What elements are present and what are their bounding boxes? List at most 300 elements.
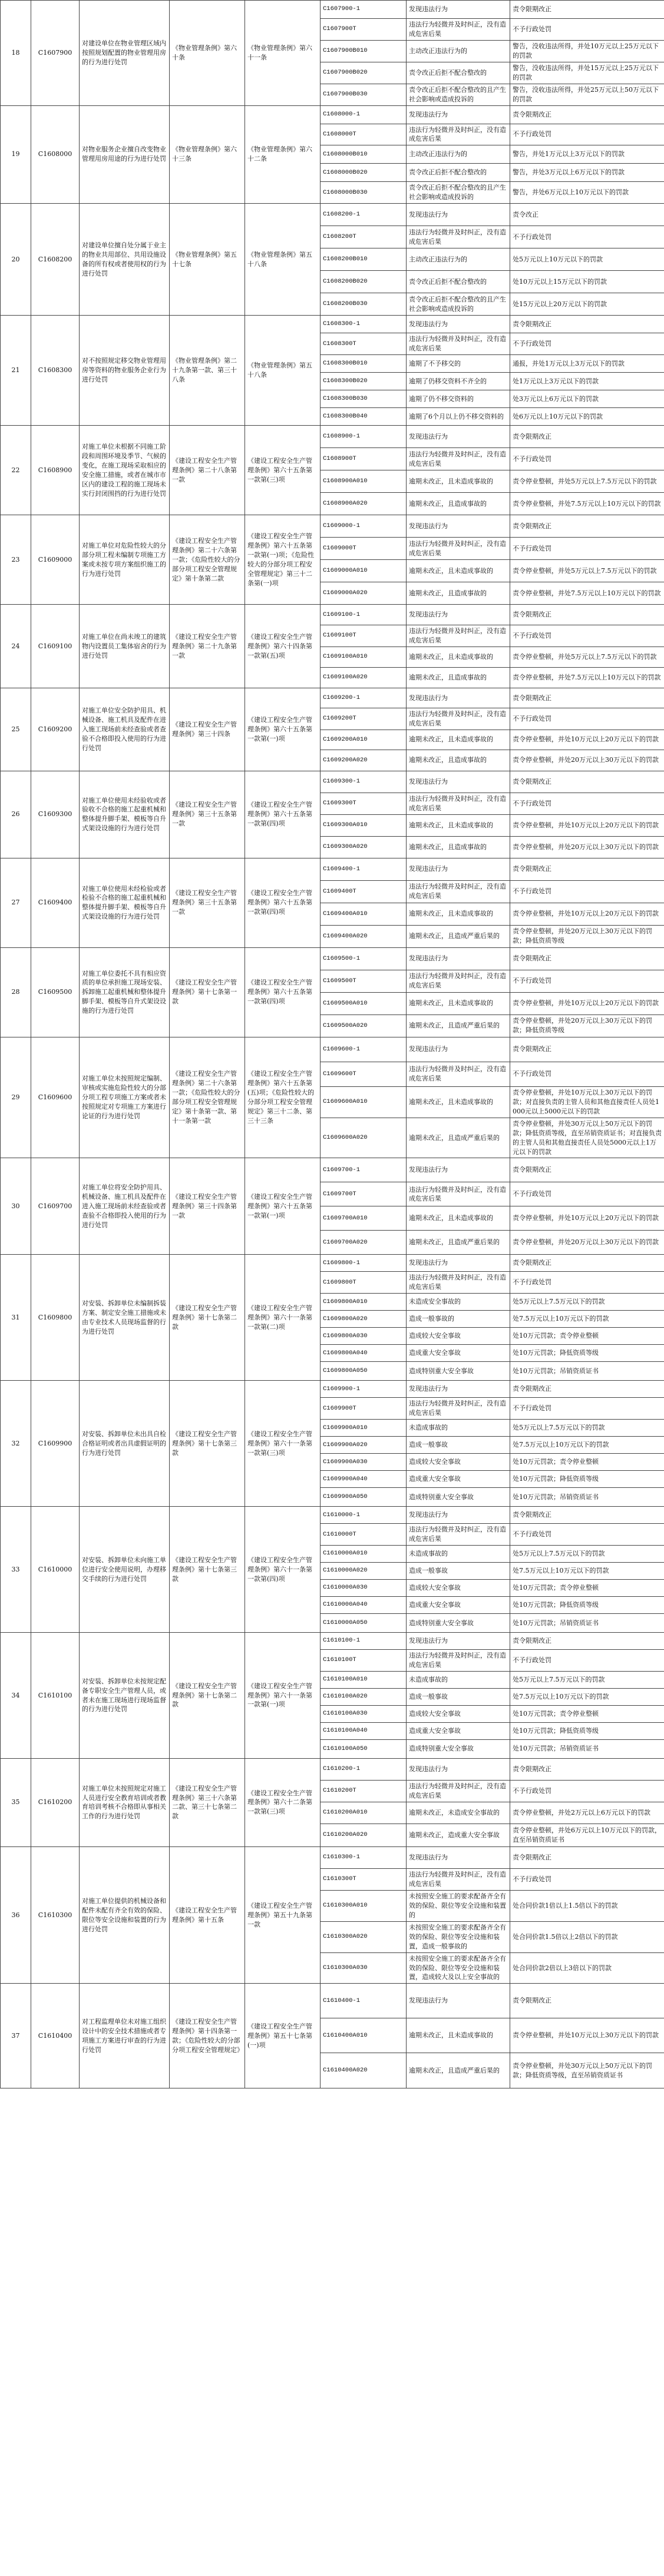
circumstance-description: 造成特别重大安全事故	[407, 1488, 510, 1507]
legal-basis-penalty: 《建设工程安全生产管理条例》第六十五条第一款第(四)项	[245, 858, 321, 947]
sub-item-code: C1609900-1	[321, 1381, 407, 1398]
sub-item-code: C1609700A020	[321, 1231, 407, 1255]
circumstance-description: 逾期未改正，且未造成事故的	[407, 2018, 510, 2053]
circumstance-description: 造成较大安全事故	[407, 1454, 510, 1471]
circumstance-description: 违法行为轻微并及时纠正，没有造成危害后果	[407, 1182, 510, 1206]
circumstance-description: 发现违法行为	[407, 1633, 510, 1650]
penalty-standard: 不予行政处罚	[510, 333, 664, 355]
circumstance-description: 发现违法行为	[407, 1158, 510, 1182]
legal-basis-obligation: 《建设工程安全生产管理条例》第二十六条第一款；《危险性较大的分部分项工程安全管理规定》第十条第一款、第十一条第一款	[170, 1037, 245, 1158]
circumstance-description: 违法行为轻微并及时纠正，没有造成危害后果	[407, 1272, 510, 1294]
violation-description: 对施工单位未按照规定对施工人员进行安全教育培训或者教育培训考核不合格即从事相关工作的行为进行处罚	[80, 1758, 170, 1846]
circumstance-description: 主动改正违法行为的	[407, 248, 510, 271]
penalty-standard: 责令停业整顿，并处10万元以上20万元以下的罚款	[510, 903, 664, 925]
sub-item-code: C1609200-1	[321, 688, 407, 708]
penalty-standard: 责令停业整顿，并处7.5万元以上10万元以下的罚款	[510, 668, 664, 688]
circumstance-description: 主动改正违法行为的	[407, 40, 510, 62]
circumstance-description: 违法行为轻微并及时纠正，没有造成危害后果	[407, 1398, 510, 1420]
penalty-standard: 不予行政处罚	[510, 1780, 664, 1802]
item-code: C1609900	[31, 1381, 80, 1507]
circumstance-description: 违法行为轻微并及时纠正，没有造成危害后果	[407, 793, 510, 814]
circumstance-description: 发现违法行为	[407, 515, 510, 538]
penalty-standard: 不予行政处罚	[510, 124, 664, 145]
penalty-standard: 不予行政处罚	[510, 793, 664, 814]
legal-basis-penalty: 《建设工程安全生产管理条例》第五十九条第一款	[245, 1846, 321, 1983]
circumstance-description: 逾期未改正，且造成严重后果的	[407, 1118, 510, 1158]
circumstance-description: 主动改正违法行为的	[407, 145, 510, 164]
legal-basis-obligation: 《建设工程安全生产管理条例》第十七条第三款	[170, 1381, 245, 1507]
penalty-standard: 责令限期改正	[510, 1846, 664, 1868]
legal-basis-obligation: 《建设工程安全生产管理条例》第十七条第二款	[170, 1255, 245, 1381]
item-number: 36	[1, 1846, 31, 1983]
circumstance-description: 违法行为轻微并及时纠正，没有造成危害后果	[407, 708, 510, 730]
sub-item-code: C1609500A010	[321, 992, 407, 1015]
sub-item-code: C1608200B010	[321, 248, 407, 271]
violation-description: 对安装、拆卸单位未编制拆装方案、制定安全施工措施或未由专业技术人员现场监督的行为进行处罚	[80, 1255, 170, 1381]
circumstance-description: 造成较大安全事故	[407, 1705, 510, 1722]
sub-item-code: C1609300T	[321, 793, 407, 814]
item-number: 25	[1, 688, 31, 771]
sub-item-code: C1609900A040	[321, 1471, 407, 1488]
legal-basis-penalty: 《物业管理条例》第六十一条	[245, 1, 321, 106]
item-code: C1610000	[31, 1507, 80, 1633]
circumstance-description: 逾期未改正，且造成事故的	[407, 750, 510, 771]
legal-basis-penalty: 《物业管理条例》第五十八条	[245, 316, 321, 426]
circumstance-description: 责令改正后拒不配合整改的	[407, 164, 510, 182]
legal-basis-penalty: 《建设工程安全生产管理条例》第六十二条第一款第(三)项	[245, 1758, 321, 1846]
penalty-standard: 不予行政处罚	[510, 708, 664, 730]
legal-basis-penalty: 《建设工程安全生产管理条例》第六十五条第一款第(一)项	[245, 688, 321, 771]
legal-basis-obligation: 《建设工程安全生产管理条例》第三十五条第一款	[170, 858, 245, 947]
penalty-standard: 责令停业整顿，并处10万元以上20万元以下的罚款	[510, 814, 664, 836]
circumstance-description: 违法行为轻微并及时纠正，没有造成危害后果	[407, 1868, 510, 1890]
legal-basis-penalty: 《建设工程安全生产管理条例》第五十七条第(一)项	[245, 1984, 321, 2088]
circumstance-description: 责令改正后拒不配合整改的且产生社会影响或造成投诉的	[407, 293, 510, 316]
sub-item-code: C1609800A040	[321, 1345, 407, 1362]
circumstance-description: 责令改正后拒不配合整改的	[407, 271, 510, 293]
sub-item-code: C1610300A010	[321, 1890, 407, 1921]
sub-item-code: C1608900A020	[321, 493, 407, 515]
penalty-standard: 责令限期改正	[510, 858, 664, 880]
sub-item-code: C1608000-1	[321, 105, 407, 124]
penalty-standard: 处合同价款2倍以上3倍以下的罚款	[510, 1952, 664, 1984]
sub-item-code: C1607900B010	[321, 40, 407, 62]
circumstance-description: 造成一般事故的	[407, 1311, 510, 1328]
sub-item-code: C1608000B010	[321, 145, 407, 164]
sub-item-code: C1609300A020	[321, 836, 407, 858]
circumstance-description: 违法行为轻微并及时纠正，没有造成危害后果	[407, 880, 510, 903]
item-code: C1609500	[31, 947, 80, 1037]
penalty-standard: 警告，没收违法所得，并处10万元以上25万元以下的罚款	[510, 40, 664, 62]
circumstance-description: 逾期未改正，且造成严重后果的	[407, 1231, 510, 1255]
penalty-standard: 不予行政处罚	[510, 448, 664, 470]
circumstance-description: 造成特别重大安全事故	[407, 1614, 510, 1633]
penalty-standard: 不予行政处罚	[510, 1524, 664, 1546]
sub-item-code: C1610100T	[321, 1650, 407, 1672]
sub-item-code: C1609800-1	[321, 1255, 407, 1272]
penalty-standard: 处10万元罚款；责令停业整顿	[510, 1328, 664, 1345]
sub-item-code: C1608200-1	[321, 204, 407, 226]
sub-item-code: C1609100A010	[321, 647, 407, 668]
penalty-standard: 责令停业整顿，并处5万元以上7.5万元以下的罚款	[510, 470, 664, 493]
penalty-standard: 处7.5万元以上10万元以下的罚款	[510, 1563, 664, 1580]
penalty-standard: 不予行政处罚	[510, 1272, 664, 1294]
sub-item-code: C1610000A020	[321, 1563, 407, 1580]
circumstance-description: 造成特别重大安全事故	[407, 1739, 510, 1758]
penalty-standard: 通报，并处1万元以上3万元以下的罚款	[510, 355, 664, 373]
sub-item-code: C1608300-1	[321, 316, 407, 333]
circumstance-description: 造成一般事故	[407, 1563, 510, 1580]
table-row	[1, 1633, 664, 1650]
circumstance-description: 逾期未改正，且造成事故的	[407, 836, 510, 858]
penalty-standard: 责令停业整顿，并处10万元以上30万元以下的罚款；对直接负责的主管人员和其他直接责任人员处1000元以上5000元以下的罚款	[510, 1086, 664, 1118]
item-code: C1609700	[31, 1158, 80, 1255]
sub-item-code: C1610100A020	[321, 1688, 407, 1705]
penalty-standard: 责令停业整顿，并处6万元以上10万元以下的罚款，直至吊销资质证书	[510, 1824, 664, 1846]
table-row	[1, 858, 664, 880]
sub-item-code: C1609600A010	[321, 1086, 407, 1118]
sub-item-code: C1609500-1	[321, 947, 407, 970]
penalty-standard: 不予行政处罚	[510, 1868, 664, 1890]
legal-basis-penalty: 《建设工程安全生产管理条例》第六十一条第一款第(二)项	[245, 1255, 321, 1381]
circumstance-description: 发现违法行为	[407, 1984, 510, 2018]
legal-basis-obligation: 《建设工程安全生产管理条例》第十四条第一款；《危险性较大的分部分项工程安全管理规定》	[170, 1984, 245, 2088]
penalty-standard: 责令限期改正	[510, 1507, 664, 1524]
item-number: 33	[1, 1507, 31, 1633]
circumstance-description: 逾期了仍不移交资料的	[407, 390, 510, 408]
legal-basis-obligation: 《建设工程安全生产管理条例》第三十四条	[170, 688, 245, 771]
sub-item-code: C1608000T	[321, 124, 407, 145]
circumstance-description: 违法行为轻微并及时纠正，没有造成危害后果	[407, 19, 510, 41]
circumstance-description: 发现违法行为	[407, 1037, 510, 1062]
violation-description: 对施工单位安全防护用具、机械设备、施工机具及配件在进入施工现场前未经查验或者查验不合格即投入使用的行为进行处罚	[80, 688, 170, 771]
circumstance-description: 违法行为轻微并及时纠正，没有造成危害后果	[407, 333, 510, 355]
circumstance-description: 逾期未改正，造成重大安全事故	[407, 1824, 510, 1846]
legal-basis-penalty: 《建设工程安全生产管理条例》第六十一条第一款第(三)项	[245, 1381, 321, 1507]
circumstance-description: 责令改正后拒不配合整改的且产生社会影响或造成投诉的	[407, 182, 510, 204]
legal-basis-obligation: 《物业管理条例》第二十九条第一款、第三十八条	[170, 316, 245, 426]
sub-item-code: C1610300T	[321, 1868, 407, 1890]
table-row	[1, 1255, 664, 1272]
sub-item-code: C1608300B030	[321, 390, 407, 408]
legal-basis-penalty: 《建设工程安全生产管理条例》第六十五条第一款第(一)项	[245, 1158, 321, 1255]
penalty-standard: 处10万元罚款；吊销资质证书	[510, 1362, 664, 1381]
circumstance-description: 发现违法行为	[407, 1, 510, 19]
penalty-standard: 责令限期改正	[510, 1984, 664, 2018]
penalty-standard: 警告，没收违法所得，并处25万元以上50万元以下的罚款	[510, 84, 664, 105]
penalty-standard: 责令限期改正	[510, 1158, 664, 1182]
circumstance-description: 造成重大安全事故	[407, 1345, 510, 1362]
penalty-standard: 处5万元以上7.5万元以下的罚款	[510, 1671, 664, 1688]
circumstance-description: 违法行为轻微并及时纠正，没有造成危害后果	[407, 1524, 510, 1546]
sub-item-code: C1610100A030	[321, 1705, 407, 1722]
sub-item-code: C1609500A020	[321, 1015, 407, 1037]
item-number: 32	[1, 1381, 31, 1507]
violation-description: 对物业服务企业擅自改变物业管理用房用途的行为进行处罚	[80, 105, 170, 204]
penalty-standard: 处7.5万元以上10万元以下的罚款	[510, 1688, 664, 1705]
circumstance-description: 逾期未改正，且造成事故的	[407, 582, 510, 605]
circumstance-description: 违法行为轻微并及时纠正，没有造成危害后果	[407, 1062, 510, 1086]
sub-item-code: C1609700A010	[321, 1206, 407, 1231]
circumstance-description: 未造成事故的	[407, 1546, 510, 1563]
sub-item-code: C1610000-1	[321, 1507, 407, 1524]
penalty-standard: 不予行政处罚	[510, 19, 664, 41]
legal-basis-obligation: 《物业管理条例》第六十三条	[170, 105, 245, 204]
sub-item-code: C1610400A020	[321, 2053, 407, 2088]
item-code: C1610300	[31, 1846, 80, 1983]
penalty-standard: 处10万元罚款；降低资质等级	[510, 1597, 664, 1614]
violation-description: 对安装、拆卸单位未按规定配备专职安全生产管理人员，或者未在施工现场进行现场监督的行为进行处罚	[80, 1633, 170, 1759]
circumstance-description: 违法行为轻微并及时纠正，没有造成危害后果	[407, 1780, 510, 1802]
circumstance-description: 违法行为轻微并及时纠正，没有造成危害后果	[407, 124, 510, 145]
legal-basis-penalty: 《建设工程安全生产管理条例》第六十一条第一款第(四)项	[245, 1507, 321, 1633]
violation-description: 对安装、拆卸单位未出具自检合格证明或者出具虚假证明的行为进行处罚	[80, 1381, 170, 1507]
sub-item-code: C1609000T	[321, 538, 407, 560]
sub-item-code: C1609200T	[321, 708, 407, 730]
violation-description: 对施工单位使用未经验收或者验收不合格的施工起重机械和整体提升脚手架、模板等自升式架设设施的行为进行处罚	[80, 771, 170, 858]
sub-item-code: C1608200B020	[321, 271, 407, 293]
sub-item-code: C1610400-1	[321, 1984, 407, 2018]
circumstance-description: 逾期未改正，且造成严重后果的	[407, 2053, 510, 2088]
violation-description: 对建设单位擅自处分属于业主的物业共用部位、共用设施设备的所有权或者使用权的行为进行处罚	[80, 204, 170, 316]
legal-basis-penalty: 《物业管理条例》第五十八条	[245, 204, 321, 316]
penalty-standard: 处5万元以上7.5万元以下的罚款	[510, 1546, 664, 1563]
sub-item-code: C1610000A050	[321, 1614, 407, 1633]
circumstance-description: 逾期未改正，且造成事故的	[407, 668, 510, 688]
penalty-standard: 责令限期改正	[510, 771, 664, 793]
sub-item-code: C1608900A010	[321, 470, 407, 493]
circumstance-description: 违法行为轻微并及时纠正，没有造成危害后果	[407, 970, 510, 992]
sub-item-code: C1610300A020	[321, 1921, 407, 1952]
sub-item-code: C1609200A020	[321, 750, 407, 771]
item-number: 30	[1, 1158, 31, 1255]
penalty-standard: 责令限期改正	[510, 688, 664, 708]
penalty-standard: 责令限期改正	[510, 1381, 664, 1398]
penalty-standard: 责令限期改正	[510, 1, 664, 19]
penalty-standard: 处10万元以上15万元以下的罚款	[510, 271, 664, 293]
table-row	[1, 947, 664, 970]
sub-item-code: C1609900A030	[321, 1454, 407, 1471]
sub-item-code: C1609000-1	[321, 515, 407, 538]
circumstance-description: 未按照安全施工的要求配备齐全有效的保险、限位等安全设施和装置，造成一般事故的	[407, 1921, 510, 1952]
circumstance-description: 逾期未改正，且造成严重后果的	[407, 925, 510, 947]
sub-item-code: C1610200A010	[321, 1802, 407, 1824]
violation-description: 对施工单位未根据不同施工阶段和周围环境及季节、气候的变化，在施工现场采取相应的安全施工措施，或者在城市市区内的建设工程的施工现场未实行封闭围挡的行为进行处罚	[80, 426, 170, 515]
legal-basis-obligation: 《建设工程安全生产管理条例》第十七条第三款	[170, 1507, 245, 1633]
circumstance-description: 逾期未改正，且未造成事故的	[407, 730, 510, 750]
sub-item-code: C1609100A020	[321, 668, 407, 688]
sub-item-code: C1609800A030	[321, 1328, 407, 1345]
circumstance-description: 逾期未改正，且未造成事故的	[407, 1086, 510, 1118]
item-number: 19	[1, 105, 31, 204]
penalty-standard: 处10万元罚款；降低资质等级	[510, 1722, 664, 1739]
legal-basis-penalty: 《建设工程安全生产管理条例》第六十五条第一款第(四)项	[245, 947, 321, 1037]
circumstance-description: 逾期未改正，且未造成事故的	[407, 560, 510, 582]
violation-description: 对施工单位对危险性较大的分部分项工程未编制专项施工方案或未按专项方案组织施工的行为进行处罚	[80, 515, 170, 605]
item-code: C1610200	[31, 1758, 80, 1846]
penalty-standard: 不予行政处罚	[510, 625, 664, 647]
circumstance-description: 造成重大安全事故	[407, 1597, 510, 1614]
sub-item-code: C1607900T	[321, 19, 407, 41]
legal-basis-penalty: 《建设工程安全生产管理条例》第六十五条第一款第(四)项	[245, 771, 321, 858]
table-row	[1, 204, 664, 226]
table-row	[1, 316, 664, 333]
item-number: 20	[1, 204, 31, 316]
table-row	[1, 605, 664, 625]
circumstance-description: 发现违法行为	[407, 316, 510, 333]
sub-item-code: C1609600A020	[321, 1118, 407, 1158]
sub-item-code: C1609900T	[321, 1398, 407, 1420]
circumstance-description: 发现违法行为	[407, 1846, 510, 1868]
sub-item-code: C1608300T	[321, 333, 407, 355]
penalty-standard: 责令限期改正	[510, 1255, 664, 1272]
penalty-standard: 处6万元以上10万元以下的罚款	[510, 408, 664, 426]
table-row	[1, 1158, 664, 1182]
legal-basis-penalty: 《建设工程安全生产管理条例》第六十五条第一款第(一)项；《危险性较大的分部分项工程安全管理规定》第三十二条第(一)项	[245, 515, 321, 605]
sub-item-code: C1608900T	[321, 448, 407, 470]
penalty-standard: 警告，并处1万元以上3万元以下的罚款	[510, 145, 664, 164]
sub-item-code: C1609400T	[321, 880, 407, 903]
legal-basis-obligation: 《建设工程安全生产管理条例》第十五条	[170, 1846, 245, 1983]
penalty-standard: 处合同价款1倍以上1.5倍以下的罚款	[510, 1890, 664, 1921]
violation-description: 对工程监理单位未对施工组织设计中的安全技术措施或者专项施工方案进行审查的行为进行处罚	[80, 1984, 170, 2088]
penalty-standard: 处合同价款1.5倍以上2倍以下的罚款	[510, 1921, 664, 1952]
table-row	[1, 1381, 664, 1398]
violation-description: 对施工单位将安全防护用具、机械设备、施工机具及配件在进入施工现场前未经查验或者查验不合格即投入使用的行为进行处罚	[80, 1158, 170, 1255]
penalty-standard: 不予行政处罚	[510, 226, 664, 248]
penalty-standard: 责令限期改正	[510, 316, 664, 333]
item-code: C1610100	[31, 1633, 80, 1759]
sub-item-code: C1609800A020	[321, 1311, 407, 1328]
table-row	[1, 1507, 664, 1524]
penalty-standard: 责令停业整顿，并处20万元以上30万元以下的罚款	[510, 836, 664, 858]
item-number: 23	[1, 515, 31, 605]
legal-basis-penalty: 《建设工程安全生产管理条例》第六十五条第一款第(三)项	[245, 426, 321, 515]
penalty-standard: 处15万元以上20万元以下的罚款	[510, 293, 664, 316]
circumstance-description: 逾期了不予移交的	[407, 355, 510, 373]
sub-item-code: C1610100A040	[321, 1722, 407, 1739]
circumstance-description: 造成较大安全事故	[407, 1580, 510, 1597]
table-row	[1, 105, 664, 124]
circumstance-description: 未造成安全事故的	[407, 1294, 510, 1311]
circumstance-description: 造成重大安全事故	[407, 1471, 510, 1488]
penalty-standard: 警告，并处6万元以上10万元以下的罚款	[510, 182, 664, 204]
sub-item-code: C1610400A010	[321, 2018, 407, 2053]
violation-description: 对施工单位在尚未竣工的建筑物内设置员工集体宿舍的行为进行处罚	[80, 605, 170, 688]
penalty-standard: 责令停业整顿，并处5万元以上7.5万元以下的罚款	[510, 647, 664, 668]
sub-item-code: C1609000A020	[321, 582, 407, 605]
penalty-standard: 不予行政处罚	[510, 538, 664, 560]
legal-basis-obligation: 《建设工程安全生产管理条例》第二十八条第一款	[170, 426, 245, 515]
table-row	[1, 1037, 664, 1062]
circumstance-description: 未造成事故的	[407, 1671, 510, 1688]
penalty-standard: 责令限期改正	[510, 105, 664, 124]
circumstance-description: 未造成事故的	[407, 1420, 510, 1437]
item-number: 29	[1, 1037, 31, 1158]
penalty-standard: 处10万元罚款；责令停业整顿	[510, 1454, 664, 1471]
sub-item-code: C1610000A010	[321, 1546, 407, 1563]
sub-item-code: C1607900-1	[321, 1, 407, 19]
sub-item-code: C1610100-1	[321, 1633, 407, 1650]
circumstance-description: 责令改正后拒不配合整改的	[407, 62, 510, 84]
sub-item-code: C1609400-1	[321, 858, 407, 880]
sub-item-code: C1609300A010	[321, 814, 407, 836]
table-body	[1, 1, 664, 2088]
sub-item-code: C1609400A010	[321, 903, 407, 925]
penalty-standard: 处10万元罚款；吊销资质证书	[510, 1739, 664, 1758]
penalty-standard: 责令停业整顿，并处10万元以上20万元以下的罚款	[510, 730, 664, 750]
penalty-standard: 责令停业整顿，并处2万元以上6万元以下的罚款	[510, 1802, 664, 1824]
violation-description: 对不按照规定移交物业管理用房等资料的物业服务企业行为进行处罚	[80, 316, 170, 426]
circumstance-description: 未按照安全施工的要求配备齐全有效的保险、限位等安全设施和装置，造成较大及以上安全事故的	[407, 1952, 510, 1984]
item-code: C1610400	[31, 1984, 80, 2088]
penalty-standard: 责令限期改正	[510, 1037, 664, 1062]
item-code: C1609000	[31, 515, 80, 605]
penalty-standard: 责令停业整顿，并处10万元以上20万元以下的罚款	[510, 1206, 664, 1231]
circumstance-description: 未按照安全施工的要求配备齐全有效的保险、限位等安全设施和装置的	[407, 1890, 510, 1921]
table-row	[1, 688, 664, 708]
sub-item-code: C1610200A020	[321, 1824, 407, 1846]
circumstance-description: 违法行为轻微并及时纠正，没有造成危害后果	[407, 1650, 510, 1672]
legal-basis-obligation: 《建设工程安全生产管理条例》第三十五条第一款	[170, 771, 245, 858]
violation-description: 对施工单位委托不具有相应资质的单位承担施工现场安装、拆卸施工起重机械和整体提升脚手架、模板等自升式架设设施的行为进行处罚	[80, 947, 170, 1037]
penalty-standard: 不予行政处罚	[510, 1650, 664, 1672]
sub-item-code: C1609800A010	[321, 1294, 407, 1311]
penalty-standard: 责令停业整顿，并处30万元以上50万元以下的罚款；降低资质等级，直至吊销资质证书	[510, 2053, 664, 2088]
violation-description: 对安装、拆卸单位未向施工单位进行安全使用说明，办理移交手续的行为进行处罚	[80, 1507, 170, 1633]
penalty-standard: 责令停业整顿，并处20万元以上30万元以下的罚款	[510, 1231, 664, 1255]
penalty-standard: 处7.5万元以上10万元以下的罚款	[510, 1437, 664, 1454]
penalty-standard: 责令停业整顿，并处20万元以上30万元以下的罚款	[510, 750, 664, 771]
item-code: C1609400	[31, 858, 80, 947]
table-row	[1, 515, 664, 538]
item-code: C1607900	[31, 1, 80, 106]
circumstance-description: 逾期了6个月以上仍不移交资料的	[407, 408, 510, 426]
penalty-standard: 处3万元以上6万元以下的罚款	[510, 390, 664, 408]
circumstance-description: 违法行为轻微并及时纠正，没有造成危害后果	[407, 448, 510, 470]
legal-basis-penalty: 《建设工程安全生产管理条例》第六十一条第一款第(一)项	[245, 1633, 321, 1759]
circumstance-description: 发现违法行为	[407, 771, 510, 793]
penalty-standard: 责令停业整顿，并处20万元以上30万元以下的罚款；降低资质等级	[510, 925, 664, 947]
table-row	[1, 1, 664, 19]
legal-basis-penalty: 《物业管理条例》第六十二条	[245, 105, 321, 204]
penalty-standard: 不予行政处罚	[510, 970, 664, 992]
penalty-standard: 责令停业整顿，并处5万元以上7.5万元以下的罚款	[510, 560, 664, 582]
circumstance-description: 责令改正后拒不配合整改的且产生社会影响或造成投诉的	[407, 84, 510, 105]
penalty-standard: 警告，并处3万元以上6万元以下的罚款	[510, 164, 664, 182]
circumstance-description: 逾期未改正，且未造成事故的	[407, 814, 510, 836]
item-code: C1608000	[31, 105, 80, 204]
sub-item-code: C1610000T	[321, 1524, 407, 1546]
sub-item-code: C1609200A010	[321, 730, 407, 750]
item-number: 18	[1, 1, 31, 106]
item-code: C1609800	[31, 1255, 80, 1381]
penalty-standard: 责令限期改正	[510, 426, 664, 448]
legal-basis-obligation: 《建设工程安全生产管理条例》第三十六条第二款、第三十七条第二款	[170, 1758, 245, 1846]
circumstance-description: 逾期未改正，且造成事故的	[407, 493, 510, 515]
penalty-standard: 处10万元罚款；吊销资质证书	[510, 1614, 664, 1633]
item-number: 31	[1, 1255, 31, 1381]
item-code: C1608300	[31, 316, 80, 426]
penalty-standard: 不予行政处罚	[510, 1062, 664, 1086]
legal-basis-obligation: 《建设工程安全生产管理条例》第三十四条第一款	[170, 1158, 245, 1255]
sub-item-code: C1610100A050	[321, 1739, 407, 1758]
circumstance-description: 发现违法行为	[407, 105, 510, 124]
circumstance-description: 发现违法行为	[407, 1758, 510, 1780]
penalty-standard: 责令停业整顿，并处30万元以上50万元以下的罚款；降低资质等级，直至吊销资质证书；对直接负责的主管人员和其他直接责任人员处5000元以上1万元以下的罚款	[510, 1118, 664, 1158]
item-code: C1609300	[31, 771, 80, 858]
sub-item-code: C1609000A010	[321, 560, 407, 582]
